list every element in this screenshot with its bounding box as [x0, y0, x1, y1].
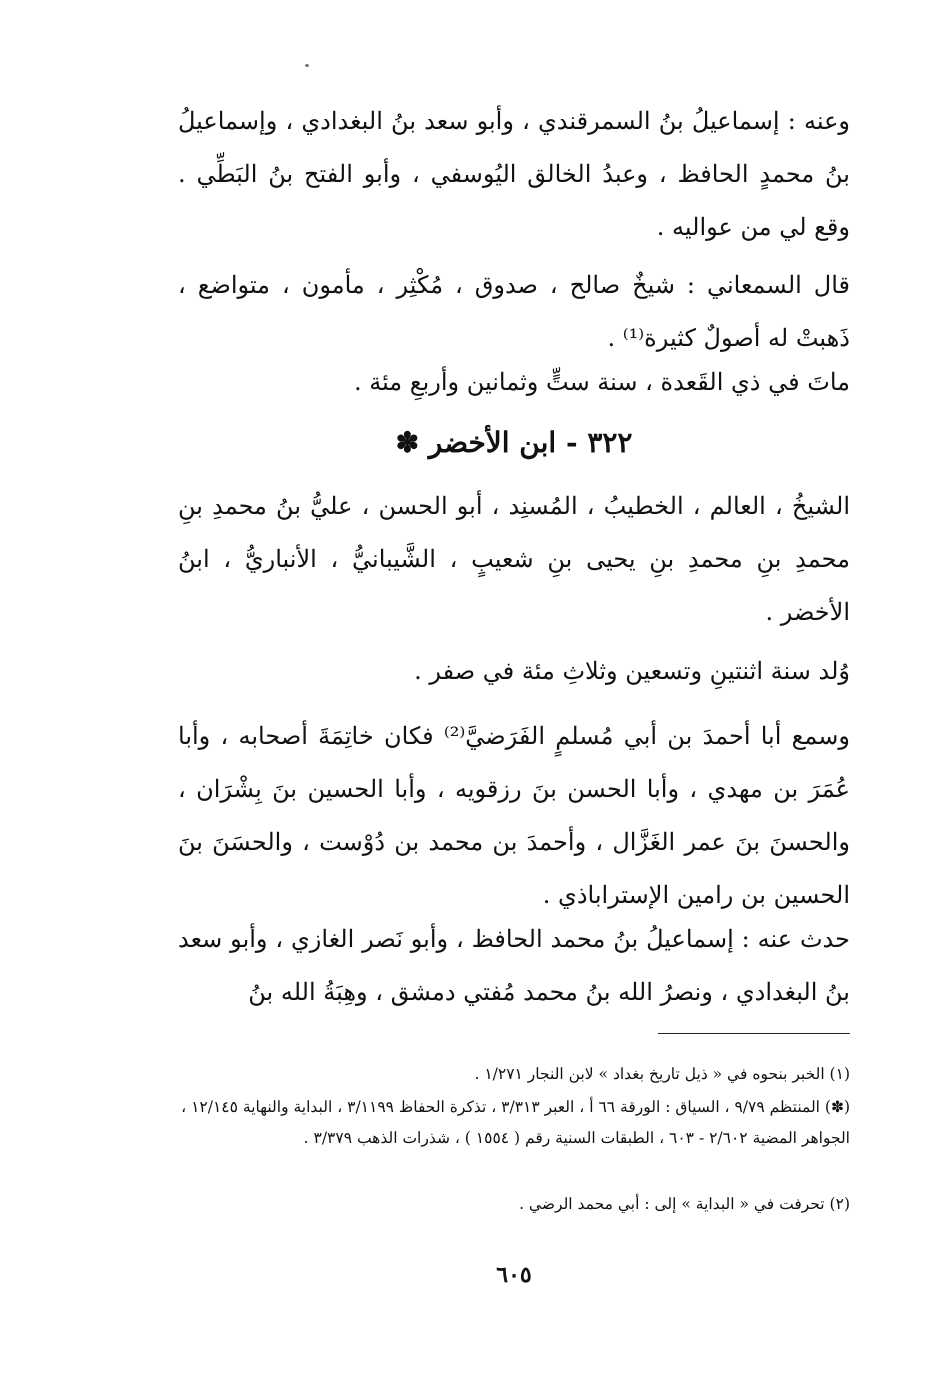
- paragraph-students: حدث عنه : إسماعيلُ بنُ محمد الحافظ ، وأبو نَصر الغازي ، وأبو سعد بنُ البغدادي ، ونصرُ الله بنُ محمد مُفتي دمشق ، وهِبَةُ الله بنُ: [178, 925, 850, 1006]
- footnote-1: (١) الخبر بنحوه في « ذيل تاريخ بغداد » لابن النجار ١/٢٧١ .: [474, 1065, 850, 1083]
- paragraph-samani-quote: قال السمعاني : شيخٌ صالح ، صدوق ، مُكْثِر ، مأمون ، متواضع ، ذَهبتْ له أصولٌ كثيرة⁽¹⁾ .: [178, 271, 850, 352]
- footnote-separator: [658, 1033, 850, 1034]
- paragraph-teachers: وسمع أبا أحمدَ بن أبي مُسلمٍ الفَرَضيَّ⁽²⁾ فكان خاتِمَةَ أصحابه ، وأبا عُمَرَ بن مهدي ، وأبا الحسن بنَ رزقويه ، وأبا الحسين بنَ بِشْرَان ، والحسنَ بنَ عمر الغَزَّال ، وأحمدَ بن محمد بن دُوْست ، والحسَنَ بنَ الحسين بن رامين الإستراباذي .: [178, 722, 850, 909]
- paragraph-birth: وُلد سنة اثنتينِ وتسعين وثلاثِ مئة في صفر .: [414, 657, 850, 685]
- page-number: ٦٠٥: [496, 1262, 532, 1288]
- scan-speck: [305, 64, 309, 67]
- paragraph-death-date: ماتَ في ذي القَعدة ، سنة ستٍّ وثمانين وأربعِ مئة .: [353, 368, 850, 396]
- footnote-sources: (✽) المنتظم ٩/٧٩ ، السياق : الورقة ٦٦ أ ، العبر ٣/٣١٣ ، تذكرة الحفاظ ٣/١١٩٩ ، البداية والنهاية ١٢/١٤٥ ، الجواهر المضية ٢/٦٠٢ - ٦٠٣ ، الطبقات السنية رقم ( ١٥٥٤ ) ، شذرات الذهب ٣/٣٧٩ .: [181, 1098, 850, 1147]
- footnote-2: (٢) تحرفت في « البداية » إلى : أبي محمد الرضي .: [519, 1195, 850, 1213]
- paragraph-narrators: وعنه : إسماعيلُ بنُ السمرقندي ، وأبو سعد بنُ البغدادي ، وإسماعيلُ بنُ محمدٍ الحافظ ، وعبدُ الخالق اليُوسفي ، وأبو الفتح بنُ البَطِّي . وقع لي من عواليه .: [178, 107, 850, 241]
- paragraph-full-name: الشيخُ ، العالم ، الخطيبُ ، المُسنِد ، أبو الحسن ، عليُّ بنُ محمدِ بنِ محمدِ بنِ محمدِ بنِ يحيى بنِ شعيبٍ ، الشَّيبانيُّ ، الأنباريُّ ، ابنُ الأخضر .: [178, 492, 850, 626]
- entry-heading: ٣٢٢ - ابن الأخضر ✽: [395, 426, 633, 459]
